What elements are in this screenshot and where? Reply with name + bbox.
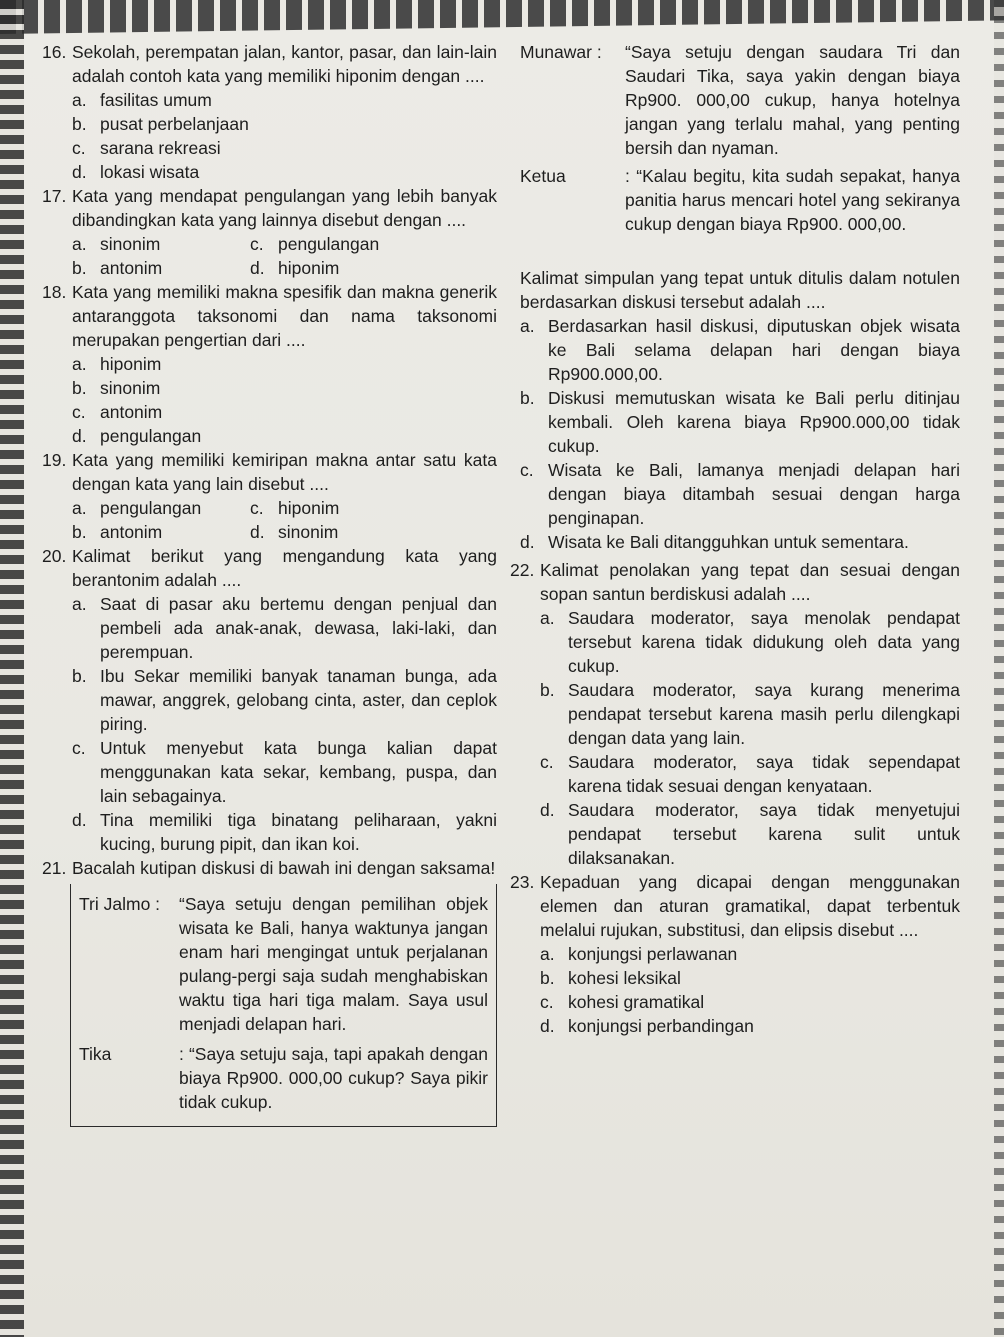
option-letter: b. <box>540 968 555 988</box>
option-letter: a. <box>72 354 87 374</box>
option-letter: d. <box>540 800 555 820</box>
question-stem: Bacalah kutipan diskusi di bawah ini dengan saksama! <box>72 858 496 878</box>
option-a <box>540 942 960 966</box>
option-letter: b. <box>72 258 87 278</box>
option-letter: a. <box>520 316 535 336</box>
option-b <box>520 386 960 458</box>
option-d <box>72 160 497 184</box>
question-number: 19. <box>42 450 67 470</box>
speaker-text: : “Saya setuju saja, tapi apakah dengan biaya Rp900. 000,00 cukup? Saya pikir tidak cukup. <box>179 1044 488 1112</box>
option-a <box>72 592 497 664</box>
option-text: kohesi leksikal <box>568 968 681 988</box>
option-letter: b. <box>520 388 535 408</box>
question-21 <box>42 856 497 880</box>
option-letter: a. <box>72 498 87 518</box>
option-text: pengulangan <box>278 234 380 254</box>
option-b <box>72 112 497 136</box>
option-d <box>520 530 960 554</box>
option-text: sinonim <box>278 522 339 542</box>
question-stem: Kata yang memiliki kemiripan makna antar satu kata dengan kata yang lain disebut .... <box>72 450 497 494</box>
speaker-text: “Saya setuju dengan saudara Tri dan Saudari Tika, saya yakin dengan biaya Rp900. 000,00 cukup, hanya hotelnya jangan yang terlalu mahal, yang penting bersih dan nyaman. <box>625 42 960 158</box>
option-b <box>72 520 250 544</box>
option-letter: c. <box>250 234 264 254</box>
option-c <box>520 458 960 530</box>
option-text: Saudara moderator, saya tidak menyetujui pendapat tersebut karena sulit untuk dilaksanakan. <box>568 800 960 868</box>
option-text: pusat perbelanjaan <box>100 114 249 134</box>
option-text: hiponim <box>100 354 162 374</box>
option-a <box>72 88 497 112</box>
option-letter: d. <box>72 810 87 830</box>
question-23 <box>510 870 960 1038</box>
question-19 <box>42 448 497 544</box>
question-stem: Kepaduan yang dicapai dengan menggunakan elemen dan aturan gramatikal, dapat terbentuk melalui rujukan, substitusi, dan elipsis disebut .... <box>540 872 960 940</box>
question-21-prompt: Kalimat simpulan yang tepat untuk ditulis dalam notulen berdasarkan diskusi tersebut adalah .... <box>520 268 960 312</box>
option-letter: b. <box>540 680 555 700</box>
option-c <box>250 232 497 256</box>
option-text: antonim <box>100 402 163 422</box>
question-number: 17. <box>42 186 67 206</box>
option-text: Tina memiliki tiga binatang peliharaan, yakni kucing, burung pipit, dan ikan koi. <box>100 810 497 854</box>
option-d <box>250 256 497 280</box>
options-grid <box>72 496 497 544</box>
question-20 <box>42 544 497 856</box>
option-letter: c. <box>540 992 554 1012</box>
option-letter: b. <box>72 378 87 398</box>
question-stem: Kalimat berikut yang mengandung kata yang berantonim adalah .... <box>72 546 497 590</box>
options-grid <box>72 232 497 280</box>
speaker-name: Ketua <box>520 166 566 186</box>
option-text: hiponim <box>278 258 340 278</box>
question-18 <box>42 280 497 448</box>
option-letter: d. <box>520 532 535 552</box>
option-text: Saudara moderator, saya kurang menerima pendapat tersebut karena masih perlu dilengkapi dengan data yang lain. <box>568 680 960 748</box>
discussion-excerpt-continued <box>520 40 960 236</box>
option-letter: c. <box>250 498 264 518</box>
question-number: 18. <box>42 282 67 302</box>
option-a <box>72 232 250 256</box>
speaker-name: Tika <box>79 1044 112 1064</box>
dialog-line-munawar <box>520 40 960 160</box>
binding-left-edge <box>0 0 24 1337</box>
right-column <box>510 40 960 1038</box>
dialog-line-ketua <box>520 164 960 236</box>
dialog-line-tri-jalmo <box>79 892 488 1036</box>
option-text: Saudara moderator, saya menolak pendapat tersebut karena tidak didukung oleh data yang cukup. <box>568 608 960 676</box>
binding-right-edge <box>994 0 1004 1337</box>
option-letter: b. <box>72 666 87 686</box>
option-c <box>72 400 497 424</box>
option-text: Ibu Sekar memiliki banyak tanaman bunga, ada mawar, anggrek, gelobang cinta, aster, dan ceplok piring. <box>100 666 497 734</box>
option-c <box>72 736 497 808</box>
option-c <box>250 496 497 520</box>
option-text: Berdasarkan hasil diskusi, diputuskan objek wisata ke Bali selama delapan hari dengan biaya Rp900.000,00. <box>548 316 960 384</box>
option-letter: b. <box>72 114 87 134</box>
option-d <box>540 1014 960 1038</box>
option-letter: a. <box>540 944 555 964</box>
question-16 <box>42 40 497 184</box>
option-b <box>72 664 497 736</box>
option-letter: d. <box>540 1016 555 1036</box>
question-number: 22. <box>510 560 535 580</box>
option-c <box>72 136 497 160</box>
option-text: sarana rekreasi <box>100 138 221 158</box>
question-number: 16. <box>42 42 67 62</box>
speaker-text: “Saya setuju dengan pemilihan objek wisata ke Bali, hanya waktunya jangan enam hari mengingat untuk perjalanan pulang-pergi saja sudah menghabiskan waktu tiga hari tiga malam. Saya usul menjadi delapan hari. <box>179 894 488 1034</box>
question-stem: Kata yang memiliki makna spesifik dan makna generik antaranggota taksonomi dan nama taksonomi merupakan pengertian dari .... <box>72 282 497 350</box>
option-letter: c. <box>72 738 86 758</box>
question-stem: Sekolah, perempatan jalan, kantor, pasar, dan lain-lain adalah contoh kata yang memiliki hiponim dengan .... <box>72 42 497 86</box>
option-text: sinonim <box>100 234 161 254</box>
option-b <box>72 376 497 400</box>
option-text: kohesi gramatikal <box>568 992 705 1012</box>
option-letter: d. <box>250 522 265 542</box>
option-text: Wisata ke Bali, lamanya menjadi delapan hari dengan biaya ditambah sesuai dengan harga penginapan. <box>548 460 960 528</box>
option-a <box>520 314 960 386</box>
option-letter: a. <box>540 608 555 628</box>
option-text: Diskusi memutuskan wisata ke Bali perlu ditinjau kembali. Oleh karena biaya Rp900.000,00 tidak cukup. <box>548 388 960 456</box>
option-text: konjungsi perlawanan <box>568 944 738 964</box>
option-b <box>72 256 250 280</box>
option-letter: c. <box>540 752 554 772</box>
question-21-options <box>520 314 960 554</box>
option-letter: d. <box>72 162 87 182</box>
question-number: 21. <box>42 858 67 878</box>
option-b <box>540 678 960 750</box>
option-letter: c. <box>72 402 86 422</box>
option-text: konjungsi perbandingan <box>568 1016 754 1036</box>
option-letter: c. <box>72 138 86 158</box>
option-text: antonim <box>100 522 163 542</box>
option-letter: a. <box>72 90 87 110</box>
discussion-excerpt-box <box>70 884 497 1127</box>
option-c <box>540 990 960 1014</box>
option-letter: d. <box>72 426 87 446</box>
option-text: lokasi wisata <box>100 162 200 182</box>
speaker-name: Munawar : <box>520 42 602 62</box>
option-a <box>72 352 497 376</box>
option-text: Wisata ke Bali ditangguhkan untuk sementara. <box>548 532 909 552</box>
option-d <box>72 424 497 448</box>
option-text: hiponim <box>278 498 340 518</box>
question-number: 20. <box>42 546 67 566</box>
option-text: sinonim <box>100 378 161 398</box>
question-22 <box>510 558 960 870</box>
option-text: Saat di pasar aku bertemu dengan penjual dan pembeli ada anak-anak, dewasa, laki-laki, dan perempuan. <box>100 594 497 662</box>
question-stem: Kalimat penolakan yang tepat dan sesuai dengan sopan santun berdiskusi adalah .... <box>540 560 960 604</box>
option-text: antonim <box>100 258 163 278</box>
option-a <box>72 496 250 520</box>
question-stem: Kata yang mendapat pengulangan yang lebih banyak dibandingkan kata yang lainnya disebut dengan .... <box>72 186 497 230</box>
option-d <box>72 808 497 856</box>
option-text: Untuk menyebut kata bunga kalian dapat menggunakan kata sekar, kembang, puspa, dan lain sebagainya. <box>100 738 497 806</box>
option-text: pengulangan <box>100 498 202 518</box>
option-text: pengulangan <box>100 426 202 446</box>
option-letter: a. <box>72 234 87 254</box>
left-column <box>42 40 497 1127</box>
option-text: Saudara moderator, saya tidak sependapat karena tidak sesuai dengan kenyataan. <box>568 752 960 796</box>
option-d <box>540 798 960 870</box>
option-d <box>250 520 497 544</box>
binding-top-edge <box>0 0 1004 34</box>
option-c <box>540 750 960 798</box>
option-b <box>540 966 960 990</box>
option-letter: d. <box>250 258 265 278</box>
question-number: 23. <box>510 872 535 892</box>
speaker-name: Tri Jalmo : <box>79 894 161 914</box>
option-letter: c. <box>520 460 534 480</box>
speaker-text: : “Kalau begitu, kita sudah sepakat, hanya panitia harus mencari hotel yang sekiranya cukup dengan biaya Rp900. 000,00. <box>625 166 960 234</box>
option-letter: a. <box>72 594 87 614</box>
option-text: fasilitas umum <box>100 90 212 110</box>
option-letter: b. <box>72 522 87 542</box>
option-a <box>540 606 960 678</box>
question-17 <box>42 184 497 280</box>
dialog-line-tika <box>79 1042 488 1114</box>
